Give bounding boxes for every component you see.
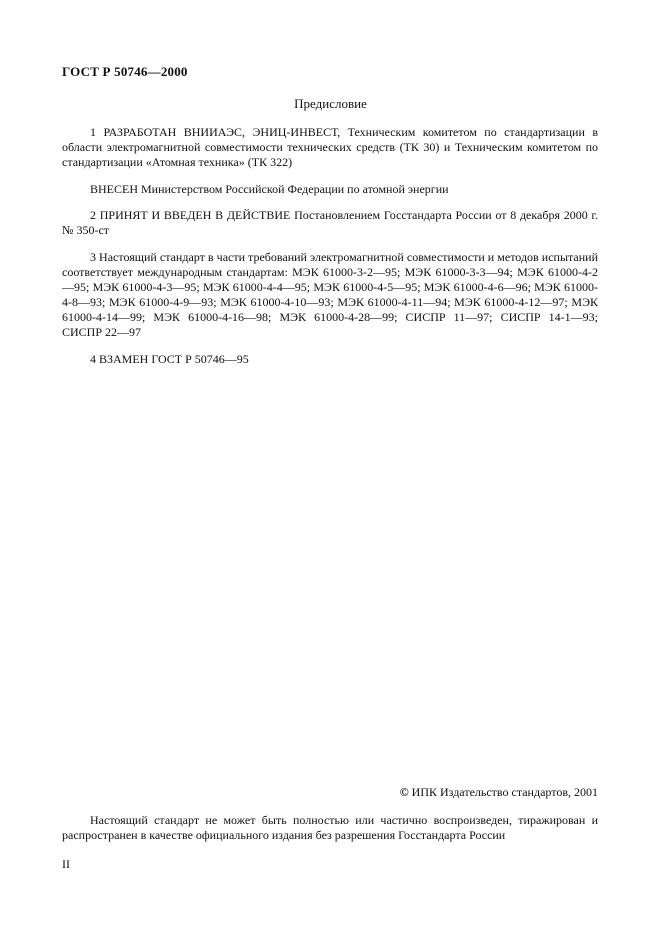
- copyright-text: ИПК Издательство стандартов, 2001: [411, 785, 598, 799]
- foreword-body: [62, 125, 598, 379]
- paragraph-replaces: 4 ВЗАМЕН ГОСТ Р 50746—95: [90, 352, 249, 366]
- document-id-header: ГОСТ Р 50746—2000: [62, 64, 188, 79]
- paragraph-introduced-by: ВНЕСЕН Министерством Российской Федерации по атомной энергии: [90, 182, 449, 196]
- reproduction-notice: Настоящий стандарт не может быть полностью или частично воспроизведен, тиражирован и распространен в качестве официального издания без разрешения Госстандарта России: [62, 813, 598, 842]
- paragraph-international-standards: 3 Настоящий стандарт в части требований электромагнитной совместимости и методов испытаний соответствует международным стандартам: МЭК 61000-3-2—95; МЭК 61000-3-3—94; МЭК 61000-4-2—95; МЭК 61000-4-3—95; МЭК 61000-4-4—95; МЭК 61000-4-5—95; МЭК 61000-4-6—96; МЭК 61000-4-8—93; МЭК 61000-4-9—93; МЭК 61000-4-10—93; МЭК 61000-4-11—94; МЭК 61000-4-12—97; МЭК 61000-4-14—99; МЭК 61000-4-16—98; МЭК 61000-4-28—99; СИСПР 11—97; СИСПР 14-1—93; СИСПР 22—97: [62, 250, 598, 339]
- page-number: II: [62, 857, 70, 871]
- copyright-symbol: ©: [399, 785, 409, 799]
- copyright-line: [62, 785, 598, 800]
- foreword-title: Предисловие: [294, 96, 367, 111]
- paragraph-adopted: 2 ПРИНЯТ И ВВЕДЕН В ДЕЙСТВИЕ Постановлением Госстандарта России от 8 декабря 2000 г. № 350-ст: [62, 208, 598, 237]
- paragraph-developed-by: 1 РАЗРАБОТАН ВНИИАЭС, ЭНИЦ-ИНВЕСТ, Техническим комитетом по стандартизации в области электромагнитной совместимости технических средств (ТК 30) и Техническим комитетом по стандартизации «Атомная техника» (ТК 322): [62, 125, 598, 169]
